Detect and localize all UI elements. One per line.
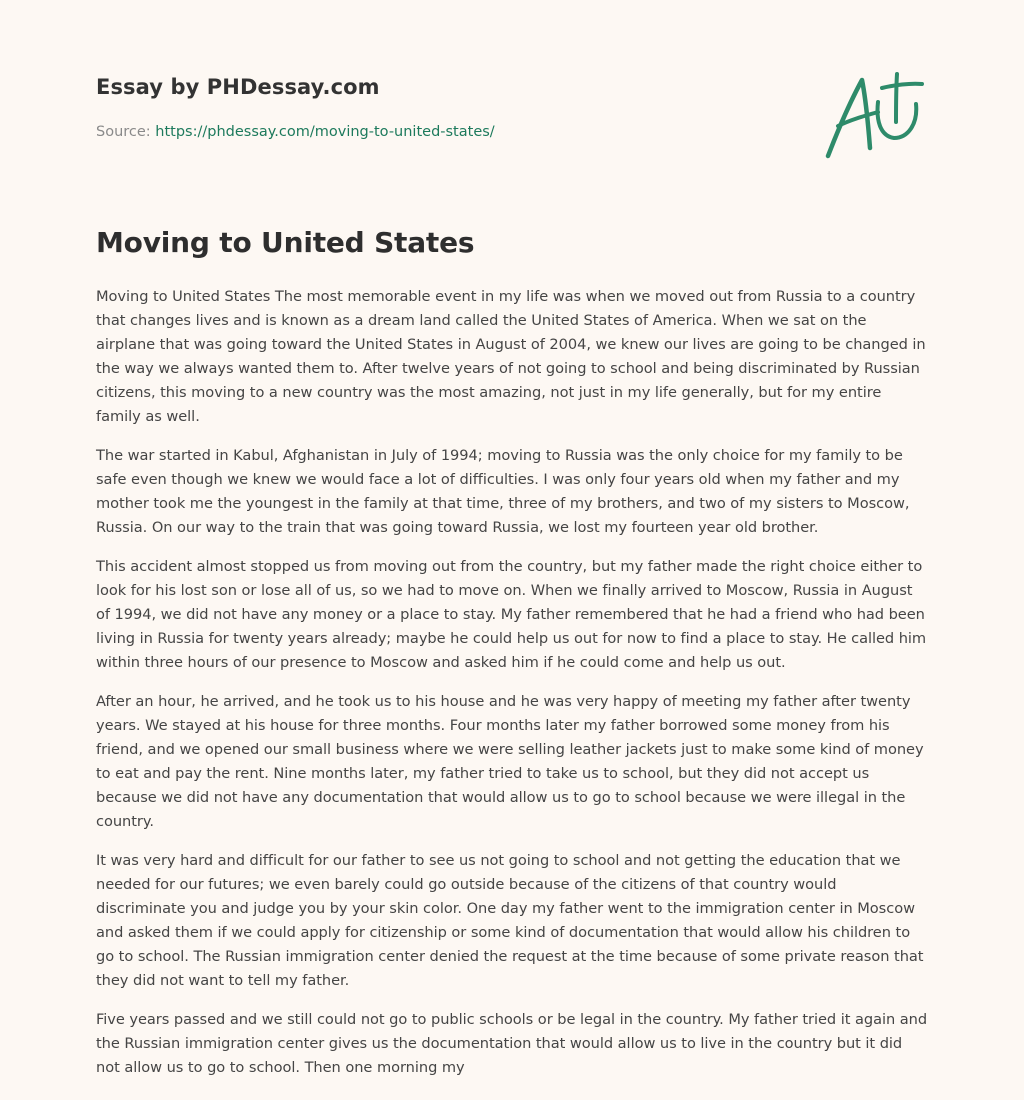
a-plus-logo-icon [822,68,926,164]
essay-paragraph: Five years passed and we still could not go to public schools or be legal in the country. My father tried it again and the Russian immigration center gives us the documentation that would allow us to live in the country but it did not allow us to go to school. Then one morning my [96,1011,928,1076]
site-title: Essay by PHDessay.com [96,75,380,99]
source-link[interactable]: https://phdessay.com/moving-to-united-states/ [155,124,495,140]
essay-title: Moving to United States [96,226,475,259]
essay-paragraph: After an hour, he arrived, and he took us to his house and he was very happy of meeting my father after twenty years. We stayed at his house for three months. Four months later my father borrowed some money from his friend, and we opened our small business where we were selling leather jackets just to make some kind of money to eat and pay the rent. Nine months later, my father tried to take us to school, but they did not accept us because we did not have any documentation that would allow us to go to school because we were illegal in the country. [96,693,924,830]
essay-paragraph: It was very hard and difficult for our father to see us not going to school and not getting the education that we needed for our futures; we even barely could go outside because of the citizens of that country would discriminate you and judge you by your skin color. One day my father went to the immigration center in Moscow and asked them if we could apply for citizenship or some kind of documentation that would allow his children to go to school. The Russian immigration center denied the request at the time because of some private reason that they did not want to tell my father. [96,852,924,989]
essay-body [96,285,928,1095]
source-label: Source: [96,124,151,140]
essay-paragraph: This accident almost stopped us from moving out from the country, but my father made the right choice either to look for his lost son or lose all of us, so we had to move on. When we finally arrived to Moscow, Russia in August of 1994, we did not have any money or a place to stay. My father remembered that he had a friend who had been living in Russia for twenty years already; maybe he could help us out for now to find a place to stay. He called him within three hours of our presence to Moscow and asked him if he could come and help us out. [96,558,927,671]
essay-paragraph: Moving to United States The most memorable event in my life was when we moved out from Russia to a country that changes lives and is known as a dream land called the United States of America. When we sat on the airplane that was going toward the United States in August of 2004, we knew our lives are going to be changed in the way we always wanted them to. After twelve years of not going to school and being discriminated by Russian citizens, this moving to a new country was the most amazing, not just in my life generally, but for my entire family as well. [96,288,926,425]
essay-paragraph: The war started in Kabul, Afghanistan in July of 1994; moving to Russia was the only choice for my family to be safe even though we knew we would face a lot of difficulties. I was only four years old when my father and my mother took me the youngest in the family at that time, three of my brothers, and two of my sisters to Moscow, Russia. On our way to the train that was going toward Russia, we lost my fourteen year old brother. [96,447,910,536]
source-line [96,124,495,140]
